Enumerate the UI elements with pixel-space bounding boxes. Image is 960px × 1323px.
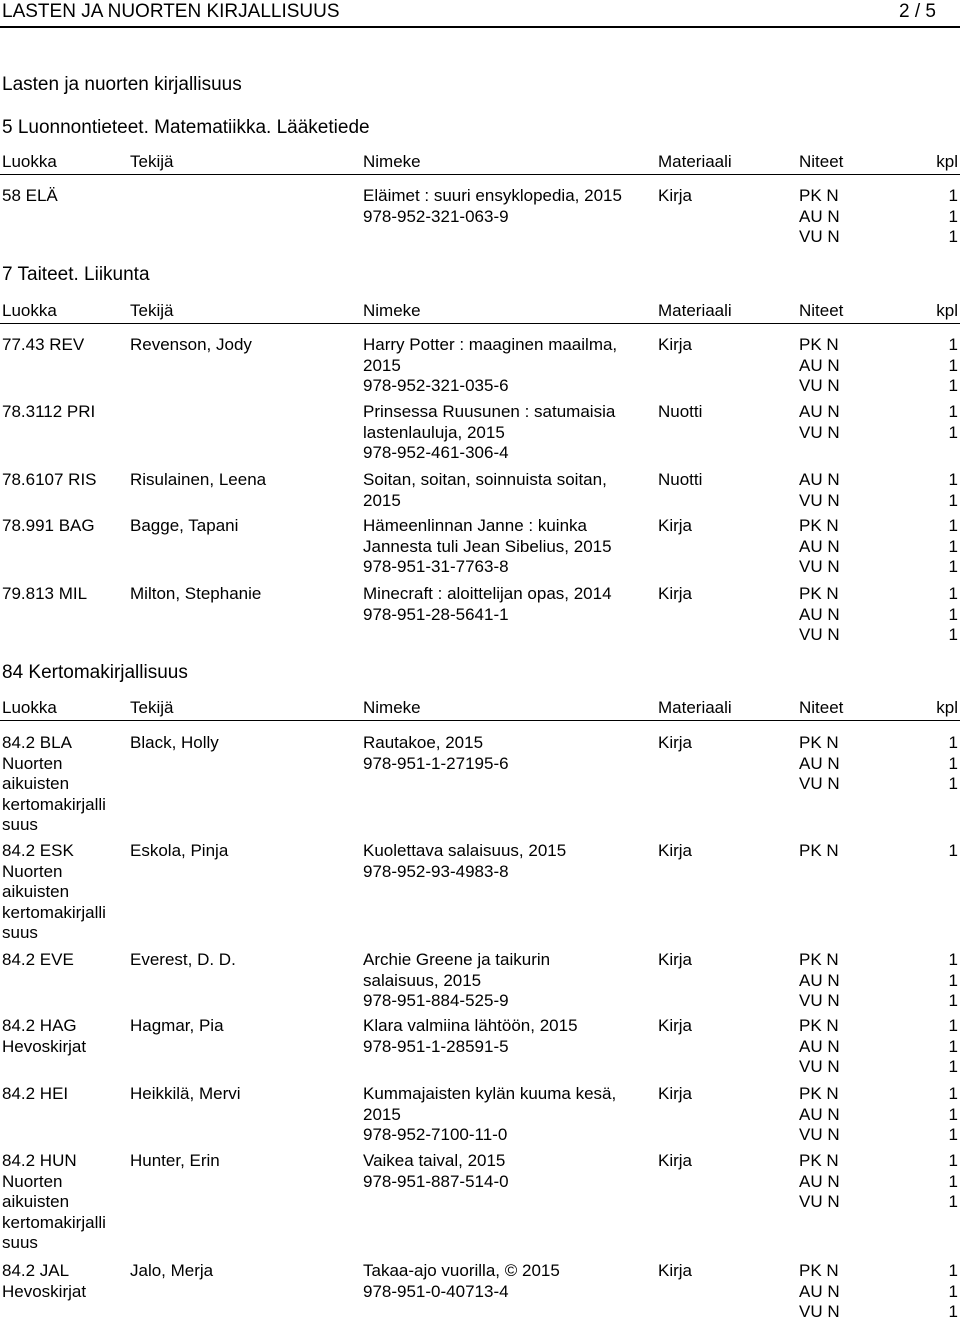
column-header-row [0,152,960,175]
nimeke-line: 978-951-31-7763-8 [363,557,509,576]
cell-materiaali: Kirja [658,1016,693,1035]
cell-materiaali: Kirja [658,733,693,752]
nimeke-line: 978-952-461-306-4 [363,443,509,462]
niteet-line: VU N [799,1125,840,1144]
nimeke-line: Soitan, soitan, soinnuista soitan, [363,470,607,489]
cell-materiaali: Nuotti [658,402,703,421]
cell-nimeke [363,1016,648,1057]
nimeke-line: Rautakoe, 2015 [363,733,484,752]
nimeke-line: lastenlauluja, 2015 [363,422,505,442]
cell-kpl [949,584,958,646]
kpl-line: 1 [948,991,958,1010]
kpl-line: 1 [948,557,958,576]
column-header-luokka: Luokka [2,301,57,320]
cell-niteet [799,841,844,862]
cell-kpl [949,1261,958,1323]
niteet-line: PK N [799,1084,839,1103]
niteet-line: VU N [799,774,840,793]
cell-kpl [949,1151,958,1213]
niteet-line: AU N [799,402,840,421]
kpl-line: 1 [948,516,958,535]
nimeke-line: 978-951-1-27195-6 [363,753,509,773]
nimeke-line: 2015 [363,1104,401,1124]
cell-nimeke [363,1151,648,1192]
luokka-line: suus [2,1233,38,1252]
niteet-line: VU N [799,376,840,395]
nimeke-line: 2015 [363,490,401,510]
cell-kpl [949,335,958,397]
niteet-line: AU N [799,753,840,773]
luokka-line: aikuisten [2,1192,70,1211]
luokka-line: kertomakirjalli [2,902,106,922]
kpl-line: 1 [948,186,958,205]
cell-luokka [2,335,122,356]
luokka-line: kertomakirjalli [2,1212,106,1232]
cell-luokka [2,1084,122,1105]
page-header [0,0,960,28]
nimeke-line: salaisuus, 2015 [363,970,482,990]
cell-materiaali: Kirja [658,950,693,969]
cell-tekija: Hagmar, Pia [130,1016,224,1035]
cell-kpl [949,1016,958,1078]
niteet-line: PK N [799,186,839,205]
section-heading: 84 Kertomakirjallisuus [2,662,188,683]
cell-niteet [799,335,844,397]
cell-tekija: Milton, Stephanie [130,584,262,603]
niteet-line: VU N [799,1192,840,1211]
nimeke-line: Vaikea taival, 2015 [363,1151,506,1170]
kpl-line: 1 [948,841,958,860]
cell-luokka [2,733,122,836]
column-header-nimeke: Nimeke [363,301,421,320]
luokka-line: Nuorten [2,753,63,773]
cell-niteet [799,1151,844,1213]
cell-luokka [2,841,122,944]
niteet-line: PK N [799,584,839,603]
cell-niteet [799,950,844,1012]
cell-nimeke [363,186,648,227]
cell-niteet [799,402,844,443]
cell-niteet [799,733,844,795]
cell-tekija: Bagge, Tapani [130,516,239,535]
nimeke-line: Archie Greene ja taikurin [363,950,551,969]
cell-tekija: Jalo, Merja [130,1261,214,1280]
cell-nimeke [363,1084,648,1146]
luokka-line: suus [2,923,38,942]
niteet-line: VU N [799,991,840,1010]
kpl-line: 1 [948,490,958,510]
column-header-tekija: Tekijä [130,301,174,320]
niteet-line: AU N [799,1104,840,1124]
cell-nimeke [363,841,648,882]
luokka-line: aikuisten [2,774,70,793]
cell-luokka [2,470,122,491]
kpl-line: 1 [948,1125,958,1144]
kpl-line: 1 [948,753,958,773]
nimeke-line: 978-951-887-514-0 [363,1171,509,1191]
niteet-line: VU N [799,422,840,442]
nimeke-line: Kummajaisten kylän kuuma kesä, [363,1084,617,1103]
kpl-line: 1 [948,536,958,556]
cell-tekija: Revenson, Jody [130,335,252,354]
cell-nimeke [363,335,648,397]
niteet-line: VU N [799,557,840,576]
cell-materiaali: Kirja [658,186,693,205]
niteet-line: PK N [799,1151,839,1170]
niteet-line: AU N [799,1281,840,1301]
niteet-line: VU N [799,1302,840,1321]
kpl-line: 1 [948,1192,958,1211]
nimeke-line: Klara valmiina lähtöön, 2015 [363,1016,578,1035]
cell-nimeke [363,584,648,625]
niteet-line: VU N [799,625,840,644]
niteet-line: AU N [799,355,840,375]
column-header-kpl: kpl [936,698,958,717]
cell-tekija: Hunter, Erin [130,1151,220,1170]
luokka-line: aikuisten [2,882,70,901]
document-title: Lasten ja nuorten kirjallisuus [2,74,242,95]
cell-kpl [949,516,958,578]
cell-luokka [2,1261,122,1302]
nimeke-line: Minecraft : aloittelijan opas, 2014 [363,584,612,603]
nimeke-line: Takaa-ajo vuorilla, © 2015 [363,1261,560,1280]
cell-luokka [2,950,122,971]
kpl-line: 1 [948,733,958,752]
cell-kpl [949,1084,958,1146]
nimeke-line: Eläimet : suuri ensyklopedia, 2015 [363,186,622,205]
kpl-line: 1 [948,950,958,969]
niteet-line: PK N [799,1261,839,1280]
cell-kpl [949,470,958,511]
luokka-line: suus [2,815,38,834]
column-header-tekija: Tekijä [130,152,174,171]
header-title: LASTEN JA NUORTEN KIRJALLISUUS [2,1,340,22]
column-header-luokka: Luokka [2,698,57,717]
page-number: 2 / 5 [899,1,936,22]
cell-niteet [799,470,844,511]
luokka-line: 84.2 HAG [2,1016,77,1035]
nimeke-line: Harry Potter : maaginen maailma, [363,335,618,354]
cell-kpl [949,186,958,248]
nimeke-line: Hämeenlinnan Janne : kuinka [363,516,587,535]
luokka-line: 84.2 JAL [2,1261,70,1280]
kpl-line: 1 [948,1084,958,1103]
luokka-line: 58 ELÄ [2,186,58,205]
column-header-niteet: Niteet [799,152,844,171]
niteet-line: VU N [799,227,840,246]
cell-niteet [799,1016,844,1078]
niteet-line: VU N [799,1057,840,1076]
cell-materiaali: Kirja [658,841,693,860]
niteet-line: AU N [799,536,840,556]
cell-luokka [2,1151,122,1254]
luokka-line: 84.2 EVE [2,950,74,969]
luokka-line: 84.2 BLA [2,733,72,752]
cell-nimeke [363,516,648,578]
cell-nimeke [363,950,648,1012]
column-header-kpl: kpl [936,301,958,320]
cell-kpl [949,733,958,795]
luokka-line: kertomakirjalli [2,794,106,814]
nimeke-line: 2015 [363,355,401,375]
luokka-line: 84.2 HUN [2,1151,77,1170]
cell-niteet [799,1084,844,1146]
cell-materiaali: Kirja [658,1261,693,1280]
niteet-line: PK N [799,516,839,535]
kpl-line: 1 [948,584,958,603]
column-header-tekija: Tekijä [130,698,174,717]
luokka-line: 84.2 ESK [2,841,74,860]
luokka-line: 78.991 BAG [2,516,95,535]
luokka-line: 78.6107 RIS [2,470,97,489]
niteet-line: PK N [799,733,839,752]
cell-kpl [949,950,958,1012]
column-header-luokka: Luokka [2,152,57,171]
nimeke-line: 978-952-321-063-9 [363,206,509,226]
cell-luokka [2,516,122,537]
column-header-materiaali: Materiaali [658,698,732,717]
nimeke-line: 978-952-7100-11-0 [363,1125,508,1144]
luokka-line: 77.43 REV [2,335,85,354]
cell-tekija: Risulainen, Leena [130,470,267,489]
niteet-line: AU N [799,206,840,226]
kpl-line: 1 [948,604,958,624]
kpl-line: 1 [948,376,958,395]
cell-materiaali: Kirja [658,1084,693,1103]
cell-nimeke [363,1261,648,1302]
luokka-line: Nuorten [2,861,63,881]
kpl-line: 1 [948,1016,958,1035]
kpl-line: 1 [948,1171,958,1191]
cell-luokka [2,1016,122,1057]
cell-materiaali: Kirja [658,516,693,535]
niteet-line: PK N [799,335,839,354]
nimeke-line: Kuolettava salaisuus, 2015 [363,841,567,860]
cell-tekija: Eskola, Pinja [130,841,229,860]
cell-nimeke [363,470,648,511]
cell-nimeke [363,402,648,464]
cell-materiaali: Nuotti [658,470,703,489]
luokka-line: 78.3112 PRI [2,402,96,421]
cell-kpl [949,841,958,862]
column-header-kpl: kpl [936,152,958,171]
cell-materiaali: Kirja [658,335,693,354]
cell-materiaali: Kirja [658,1151,693,1170]
section-heading: 5 Luonnontieteet. Matematiikka. Lääketiede [2,117,370,138]
cell-niteet [799,186,844,248]
kpl-line: 1 [948,1151,958,1170]
cell-tekija: Everest, D. D. [130,950,236,969]
luokka-line: 84.2 HEI [2,1084,69,1103]
niteet-line: PK N [799,841,839,860]
niteet-line: AU N [799,470,840,489]
kpl-line: 1 [948,335,958,354]
column-header-materiaali: Materiaali [658,152,732,171]
column-header-niteet: Niteet [799,698,844,717]
kpl-line: 1 [948,1036,958,1056]
nimeke-line: 978-952-321-035-6 [363,376,509,395]
cell-luokka [2,186,122,207]
kpl-line: 1 [948,1057,958,1076]
kpl-line: 1 [948,1302,958,1321]
kpl-line: 1 [948,470,958,489]
column-header-row [0,698,960,721]
kpl-line: 1 [948,1104,958,1124]
column-header-nimeke: Nimeke [363,152,421,171]
nimeke-line: 978-952-93-4983-8 [363,861,509,881]
luokka-line: Hevoskirjat [2,1036,87,1056]
kpl-line: 1 [948,970,958,990]
niteet-line: PK N [799,1016,839,1035]
luokka-line: Nuorten [2,1171,63,1191]
niteet-line: AU N [799,1036,840,1056]
niteet-line: AU N [799,604,840,624]
cell-niteet [799,1261,844,1323]
nimeke-line: 978-951-0-40713-4 [363,1281,509,1301]
nimeke-line: 978-951-1-28591-5 [363,1036,509,1056]
section-heading: 7 Taiteet. Liikunta [2,264,150,285]
cell-kpl [949,402,958,443]
column-header-nimeke: Nimeke [363,698,421,717]
cell-luokka [2,402,122,423]
column-header-materiaali: Materiaali [658,301,732,320]
cell-tekija: Heikkilä, Mervi [130,1084,241,1103]
kpl-line: 1 [948,402,958,421]
kpl-line: 1 [948,1281,958,1301]
niteet-line: AU N [799,970,840,990]
column-header-row [0,301,960,324]
column-header-niteet: Niteet [799,301,844,320]
kpl-line: 1 [948,206,958,226]
kpl-line: 1 [948,355,958,375]
nimeke-line: 978-951-884-525-9 [363,991,509,1010]
cell-luokka [2,584,122,605]
kpl-line: 1 [948,625,958,644]
luokka-line: Hevoskirjat [2,1281,87,1301]
niteet-line: VU N [799,490,840,510]
kpl-line: 1 [948,227,958,246]
kpl-line: 1 [948,1261,958,1280]
luokka-line: 79.813 MIL [2,584,88,603]
kpl-line: 1 [948,422,958,442]
niteet-line: AU N [799,1171,840,1191]
cell-nimeke [363,733,648,774]
cell-niteet [799,584,844,646]
cell-materiaali: Kirja [658,584,693,603]
kpl-line: 1 [948,774,958,793]
nimeke-line: 978-951-28-5641-1 [363,604,509,624]
cell-tekija: Black, Holly [130,733,219,752]
nimeke-line: Prinsessa Ruusunen : satumaisia [363,402,616,421]
niteet-line: PK N [799,950,839,969]
nimeke-line: Jannesta tuli Jean Sibelius, 2015 [363,536,612,556]
cell-niteet [799,516,844,578]
